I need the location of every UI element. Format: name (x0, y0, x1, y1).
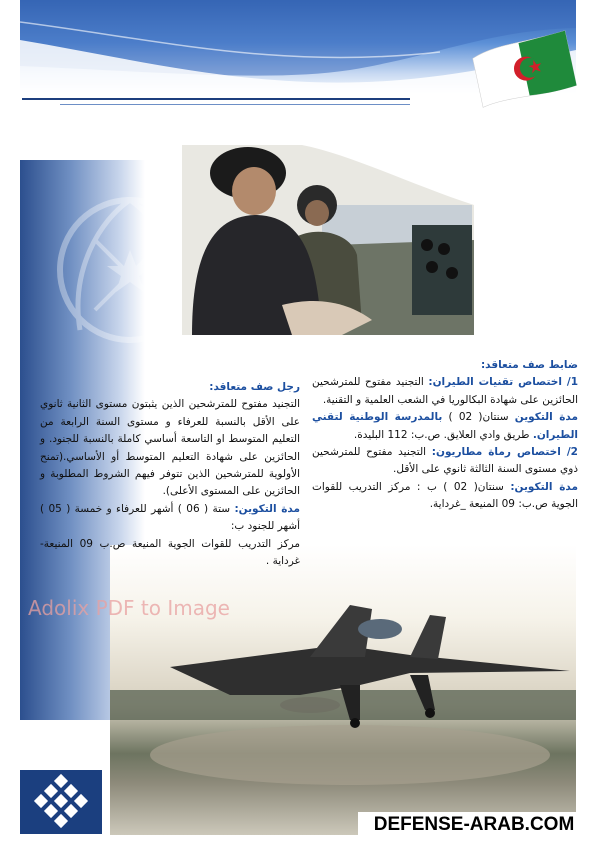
soldier-body: التجنيد مفتوح للمترشحين الذين يثبتون مستوى الثانية ثانوي على الأقل بالنسبة للعرفاء و مستوى السنة الرابعة من التعليم المتوسط او التاسعة أساسي كاملة بالنسبة للجنود. و الحائزين على شهادة التعليم المتوسط أو الأساسي.(تمنح الأولوية للمترشحين الذين تتوفر فيهم الشروط المطلوبة و الحائزين على المستوى الأعلى). (40, 398, 300, 498)
item2-duration-paragraph (312, 479, 578, 514)
item1-duration-value: سنتان( 02 ) (442, 411, 515, 424)
fighter-jet-photo (110, 545, 576, 835)
item1-address: طريق وادي العلايق. ص.ب: 112 البليدة. (353, 428, 533, 441)
soldier-duration-value: ستة ( 06 ) أشهر للعرفاء و خمسة ( 05 ) أشهر للجنود ب: (40, 502, 300, 533)
header-divider-thin (60, 104, 410, 105)
officer-section (312, 357, 578, 514)
officer-section-title: ضابط صف متعاقد: (480, 359, 578, 371)
soldier-section-title: رجل صف متعاقد: (209, 381, 300, 393)
item2-heading: 2/ اختصاص رماة مطاريون: (431, 446, 578, 459)
soldier-duration-label: مدة التكوين: (234, 502, 300, 515)
soldier-section (40, 379, 300, 570)
item1-duration-paragraph (312, 409, 578, 444)
site-brand-label[interactable]: DEFENSE-ARAB.COM (358, 812, 590, 838)
pilots-cockpit-photo (182, 145, 474, 335)
soldier-duration-paragraph (40, 501, 300, 536)
diamond-logo-icon (20, 770, 102, 834)
item2-body: التجنيد مفتوح للمترشحين ذوي مستوى السنة الثالثة ثانوي على الأقل. (312, 446, 578, 476)
soldier-center: مركز التدريب للقوات الجوية المنيعة ص.ب 09 المنيعة- غرداية . (40, 537, 300, 568)
item2-duration-value: سنتان( 02 ) ب : مركز التدريب للقوات الجوية ص.ب: 09 المنيعة _غرداية. (312, 480, 578, 511)
item1-paragraph (312, 374, 578, 409)
item1-duration-label: مدة التكوين (514, 411, 578, 424)
item2-duration-label: مدة التكوين: (510, 480, 578, 493)
header-divider (22, 98, 410, 100)
item1-heading: 1/ اختصاص تقنيات الطيران: (428, 376, 578, 389)
item2-paragraph (312, 444, 578, 479)
watermark-text: Adolix PDF to Image (28, 596, 230, 620)
item1-school: بالمدرسة الوطنية لتقني الطيران. (312, 411, 578, 441)
item1-body: التجنيد مفتوح للمترشحين الحائزين على شهادة البكالوريا في الشعب العلمية و التقنية. (312, 376, 578, 406)
